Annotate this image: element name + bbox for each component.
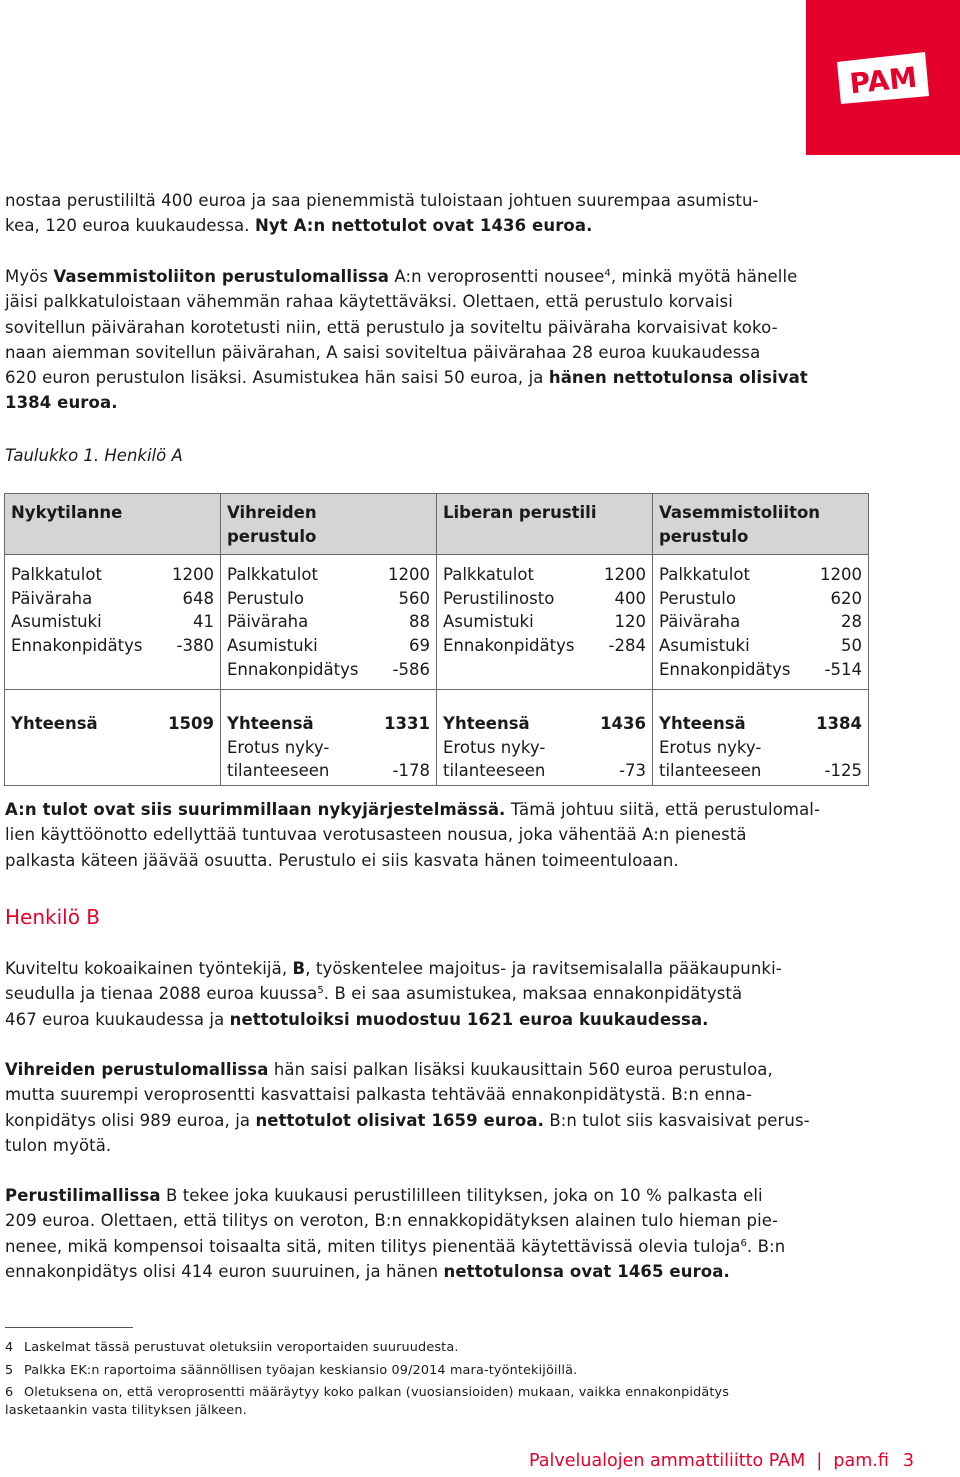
footnote-divider [5,1327,133,1328]
header-libera: Liberan perustili [437,494,653,555]
vasemmisto-paragraph [5,264,875,416]
summary-line-3: palkasta käteen jäävää osuutta. Perustulo ei siis kasvata hänen toimeentuloaan. [5,850,679,870]
table-row: Palkkatulot 1200 [227,565,430,585]
table-row: Asumistuki 69 [227,635,430,655]
b-paragraph-2: Vihreiden perustulomallissa hän saisi palkan lisäksi kuukausittain 560 euroa perustuloa, mutta suurempi veroprosentti kasvattaisi palkasta tehtävää ennakonpidätystä. B:n enna- konpidätys olisi 989 euroa, ja nettotulot olisivat 1659 euroa. B:n tulot siis kasvaisivat perus- tulon myötä. [5,1060,810,1155]
footnote-6: 6 Oletuksena on, että veroprosentti määräytyy koko palkan (vuosiansioiden) mukaan, vaikka ennakonpidätys lasketaankin vasta tilityksen jälkeen. [5,1385,730,1418]
b-paragraph-1: Kuviteltu kokoaikainen työntekijä, B, työskentelee majoitus- ja ravitsemisalalla pääkaupunki- seudulla ja tienaa 2088 euroa kuussa$^5$. B ei saa asumistukea, maksaa ennakonpidätystä 467 euroa kuukaudessa ja nettotuloiksi muodostuu 1621 euroa kuukaudessa. [5,959,782,1029]
footnote-4: 4 Laskelmat tässä perustuvat oletuksiin veroportaiden suuruudesta. [5,1340,459,1355]
pam-logo [806,0,960,155]
table-body-row [5,555,869,690]
vasemmisto-line-3: sovitellun päivärahan korotetusti niin, että perustulo ja soviteltu päiväraha korvaisivat koko- [5,317,778,337]
col-libera-total: Yhteensä 1436 Erotus nyky- tilanteeseen -73 [437,690,653,786]
table-row: Ennakonpidätys -380 [11,635,214,655]
table-row: Ennakonpidätys -586 [227,659,430,679]
summary-paragraph [5,797,875,873]
table-row: Perustulo 560 [227,588,430,608]
table-row: Ennakonpidätys -284 [443,635,646,655]
table-row: Päiväraha 648 [11,588,214,608]
table-total-row [5,690,869,786]
col-vihreiden-items [221,555,437,690]
page-number: 3 [902,1451,914,1471]
income-table [4,493,869,786]
table-row: Asumistuki 120 [443,612,646,632]
vasemmisto-line-4: naan aiemman sovitellun päivärahan, A saisi soviteltua päivärahaa 28 euroa kuukaudessa [5,342,761,362]
table-row: Perustilinosto 400 [443,588,646,608]
pam-logo-text: PAM [847,60,919,100]
table-row: Perustulo 620 [659,588,862,608]
section-heading-henkilo-b: Henkilö B [5,905,101,929]
vasemmisto-line-5: 620 euron perustulon lisäksi. Asumistukea hän saisi 50 euroa, ja hänen nettotulonsa olisivat [5,368,808,388]
intro-paragraph [5,188,875,239]
table-row: Päiväraha 88 [227,612,430,632]
footnote-ref-6: 6 [740,1237,747,1249]
col-nykytilanne-total: Yhteensä 1509 [5,690,221,786]
table-row: Palkkatulot 1200 [659,565,862,585]
footer-text: Palvelualojen ammattiliitto PAM | pam.fi [529,1451,889,1471]
table-row: Ennakonpidätys -514 [659,659,862,679]
vasemmisto-line-1: Myös Vasemmistoliiton perustulomallissa A:n veroprosentti nousee$^4$, minkä myötä hänelle [5,267,798,286]
header-vihreiden: Vihreiden perustulo [221,494,437,555]
header-vasemmisto: Vasemmistoliiton perustulo [653,494,869,555]
summary-line-2: lien käyttöönotto edellyttää tuntuvaa verotusasteen nousua, joka vähentää A:n pienestä [5,825,747,845]
col-nykytilanne-items [5,555,221,690]
col-vihreiden-total: Yhteensä 1331 Erotus nyky- tilanteeseen -178 [221,690,437,786]
table-row: Päiväraha 28 [659,612,862,632]
vasemmisto-line-2: jäisi palkkatuloistaan vähemmän rahaa käytettäväksi. Olettaen, että perustulo korvaisi [5,292,733,312]
col-vasemmisto-items [653,555,869,690]
table-row: Asumistuki 41 [11,612,214,632]
col-vasemmisto-total: Yhteensä 1384 Erotus nyky- tilanteeseen -125 [653,690,869,786]
intro-line-1: nostaa perustililtä 400 euroa ja saa pienemmistä tuloistaan johtuen suurempaa asumistu- [5,191,759,210]
pam-logo-icon [833,48,933,108]
summary-line-1: A:n tulot ovat siis suurimmillaan nykyjärjestelmässä. Tämä johtuu siitä, että perustulomal- [5,800,821,819]
vasemmisto-line-6: 1384 euroa. [5,393,118,413]
table-row: Palkkatulot 1200 [11,565,214,585]
intro-line-2: kea, 120 euroa kuukaudessa. Nyt A:n nettotulot ovat 1436 euroa. [5,216,593,236]
header-nykytilanne: Nykytilanne [5,494,221,555]
table-header-row [5,494,869,555]
footnote-5: 5 Palkka EK:n raportoima säännöllisen työajan keskiansio 09/2014 mara-työntekijöillä. [5,1363,578,1378]
col-libera-items [437,555,653,690]
table-row: Palkkatulot 1200 [443,565,646,585]
page-footer [529,1449,914,1473]
b-paragraph-3: Perustilimallissa B tekee joka kuukausi perustililleen tilityksen, joka on 10 % palkasta eli 209 euroa. Olettaen, että tilitys on veroton, B:n ennakkopidätyksen alainen tulo hieman pie- nenee, mikä kompensoi toisaalta sitä, miten tilitys pienentää käytettävissä olevia tuloja$^6$. B:n ennakonpidätys olisi 414 euron suuruinen, ja hänen nettotulonsa ovat 1465 euroa. [5,1186,786,1281]
table-caption: Taulukko 1. Henkilö A [5,446,183,465]
footnote-ref-4: 4 [604,268,611,279]
table-row: Asumistuki 50 [659,635,862,655]
footnote-ref-5: 5 [317,985,324,997]
